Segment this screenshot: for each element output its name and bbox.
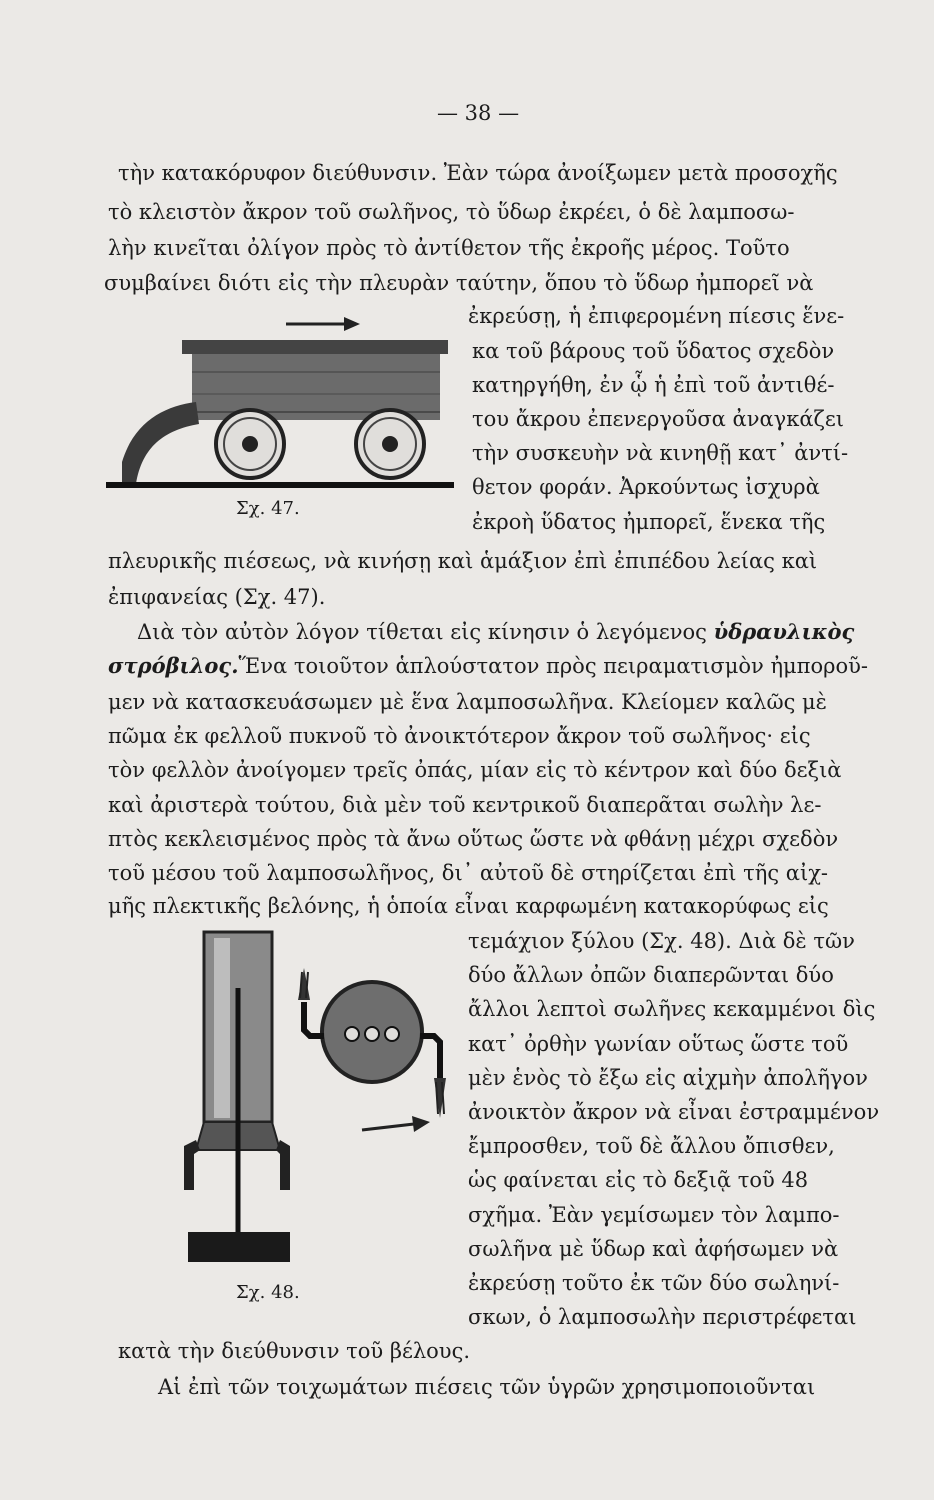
term-hydraulic: ὑδραυλικὸς: [713, 619, 855, 644]
text-line: μῆς πλεκτικῆς βελόνης, ἡ ὁποία εἶναι καρφωμένη κατακορύφως εἰς: [108, 894, 829, 918]
text-line: συμβαίνει διότι εἰς τὴν πλευρὰν ταύτην, ὅπου τὸ ὕδωρ ἠμπορεῖ νὰ: [104, 271, 814, 295]
text-line: θετον φοράν. Ἀρκούντως ἰσχυρὰ: [472, 475, 820, 499]
text-line: σωλῆνα μὲ ὕδωρ καὶ ἀφήσωμεν νὰ: [468, 1237, 839, 1261]
text-line: καὶ ἀριστερὰ τούτου, διὰ μὲν τοῦ κεντρικοῦ διαπερᾶται σωλὴν λε-: [108, 793, 822, 817]
text-line: ὡς φαίνεται εἰς τὸ δεξιᾷ τοῦ 48: [468, 1168, 809, 1192]
text-line: τοῦ μέσου τοῦ λαμποσωλῆνος, δι᾽ αὐτοῦ δὲ στηρίζεται ἐπὶ τῆς αἰχ-: [108, 861, 829, 885]
text-line: ἐκροὴ ὕδατος ἠμπορεῖ, ἕνεκα τῆς: [472, 510, 826, 534]
text-line: του ἄκρου ἐπενεργοῦσα ἀναγκάζει: [472, 407, 845, 431]
text-line: δύο ἄλλων ὀπῶν διαπερῶνται δύο: [468, 963, 834, 987]
text-line: Αἱ ἐπὶ τῶν τοιχωμάτων πιέσεις τῶν ὑγρῶν χρησιμοποιοῦνται: [158, 1375, 816, 1399]
text-line: ἀνοικτὸν ἄκρον νὰ εἶναι ἐστραμμένον: [468, 1100, 880, 1124]
text-line: ἄλλοι λεπτοὶ σωλῆνες κεκαμμένοι δὶς: [468, 997, 876, 1021]
figure-48-caption: Σχ. 48.: [236, 1282, 300, 1303]
figure-48-turbine-illustration: [178, 928, 460, 1268]
figure-47-cart-illustration: [104, 312, 470, 498]
text-line: τὴν συσκευὴν νὰ κινηθῇ κατ᾽ ἀντί-: [472, 441, 849, 465]
page-number: — 38 —: [437, 101, 520, 125]
text-line: τὸ κλειστὸν ἄκρον τοῦ σωλῆνος, τὸ ὕδωρ ἐκρέει, ὁ δὲ λαμποσω-: [108, 200, 795, 224]
text-line: πλευρικῆς πιέσεως, νὰ κινήσῃ καὶ ἁμάξιον ἐπὶ ἐπιπέδου λείας καὶ: [108, 549, 818, 573]
text-line: τεμάχιον ξύλου (Σχ. 48). Διὰ δὲ τῶν: [468, 929, 855, 953]
text-line: κα τοῦ βάρους τοῦ ὕδατος σχεδὸν: [472, 339, 835, 363]
term-turbine: στρόβιλος.: [108, 653, 239, 678]
text-segment: Ἕνα τοιοῦτον ἁπλούστατον πρὸς πειραματισμὸν ἠμποροῦ-: [238, 654, 868, 678]
text-line: τὴν κατακόρυφον διεύθυνσιν. Ἐὰν τώρα ἀνοίξωμεν μετὰ προσοχῆς: [118, 161, 838, 185]
text-segment: Διὰ τὸν αὐτὸν λόγον τίθεται εἰς κίνησιν ὁ λεγόμενος: [137, 620, 707, 644]
text-line: [137, 619, 854, 645]
text-line: μὲν ἑνὸς τὸ ἔξω εἰς αἰχμὴν ἀπολῆγον: [468, 1066, 868, 1090]
figure-47-caption: Σχ. 47.: [236, 498, 300, 519]
text-line: σκων, ὁ λαμποσωλὴν περιστρέφεται: [468, 1305, 857, 1329]
text-line: λὴν κινεῖται ὀλίγον πρὸς τὸ ἀντίθετον τῆς ἐκροῆς μέρος. Τοῦτο: [108, 236, 790, 260]
text-line: [108, 653, 868, 679]
text-line: ἐπιφανείας (Σχ. 47).: [108, 585, 326, 609]
text-line: σχῆμα. Ἐὰν γεμίσωμεν τὸν λαμπο-: [468, 1203, 840, 1227]
text-line: μεν νὰ κατασκευάσωμεν μὲ ἕνα λαμποσωλῆνα. Κλείομεν καλῶς μὲ: [108, 690, 827, 714]
text-line: πῶμα ἐκ φελλοῦ πυκνοῦ τὸ ἀνοικτότερον ἄκρον τοῦ σωλῆνος· εἰς: [108, 724, 811, 748]
text-line: ἐκρεύσῃ τοῦτο ἐκ τῶν δύο σωληνί-: [468, 1271, 840, 1295]
text-line: κατ᾽ ὀρθὴν γωνίαν οὕτως ὥστε τοῦ: [468, 1032, 849, 1056]
text-line: τὸν φελλὸν ἀνοίγομεν τρεῖς ὀπάς, μίαν εἰς τὸ κέντρον καὶ δύο δεξιὰ: [108, 758, 842, 782]
text-line: κατηργήθη, ἐν ᾧ ἡ ἐπὶ τοῦ ἀντιθέ-: [472, 373, 835, 397]
text-line: κατὰ τὴν διεύθυνσιν τοῦ βέλους.: [118, 1339, 471, 1363]
text-line: ἐκρεύσῃ, ἡ ἐπιφερομένη πίεσις ἕνε-: [468, 304, 845, 328]
text-line: ἔμπροσθεν, τοῦ δὲ ἄλλου ὄπισθεν,: [468, 1134, 835, 1158]
text-line: πτὸς κεκλεισμένος πρὸς τὰ ἄνω οὕτως ὥστε νὰ φθάνῃ μέχρι σχεδὸν: [108, 827, 839, 851]
